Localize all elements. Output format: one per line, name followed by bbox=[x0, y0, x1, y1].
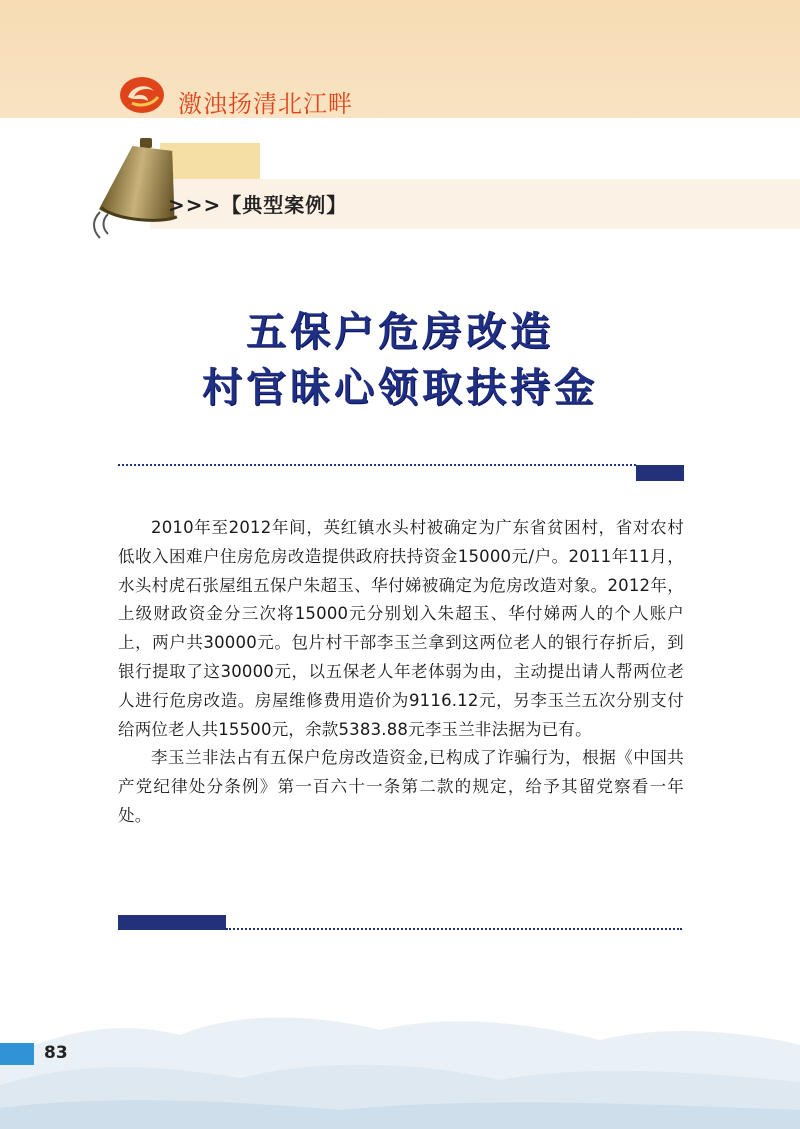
swirl-logo-icon bbox=[118, 75, 166, 115]
paragraph-1: 2010年至2012年间，英红镇水头村被确定为广东省贫困村，省对农村低收入困难户住房危房改造提供政府扶持资金15000元/户。2011年11月，水头村虎石张屋组五保户朱超玉、华付娣被确定为危房改造对象。2012年，上级财政资金分三次将15000元分别划入朱超玉、华付娣两人的个人账户上，两户共30000元。包片村干部李玉兰拿到这两位老人的银行存折后，到银行提取了这30000元，以五保老人年老体弱为由，主动提出请人帮两位老人进行危房改造。房屋维修费用造价为9116.12元，另李玉兰五次分别支付给两位老人共15500元，余款5383.88元李玉兰非法据为已有。 bbox=[118, 518, 684, 739]
divider-bar-bottom bbox=[118, 915, 226, 930]
divider-bar-top bbox=[636, 465, 684, 481]
article-body bbox=[118, 514, 684, 831]
section-title: >>>【典型案例】 bbox=[168, 193, 348, 217]
headline-line-1: 五保户危房改造 bbox=[246, 309, 554, 355]
headline-line-2: 村官昧心领取扶持金 bbox=[202, 365, 598, 411]
divider-dots-bottom bbox=[226, 928, 682, 930]
mountain-backdrop bbox=[0, 990, 800, 1129]
divider-dots-top bbox=[118, 464, 636, 466]
page-tab bbox=[0, 1043, 34, 1065]
site-title: 激浊扬清北江畔 bbox=[178, 90, 353, 118]
page-number: 83 bbox=[44, 1043, 68, 1063]
paragraph-2: 李玉兰非法占有五保户危房改造资金,已构成了诈骗行为，根据《中国共产党纪律处分条例》第一百六十一条第二款的规定，给予其留党察看一年处。 bbox=[118, 748, 684, 825]
